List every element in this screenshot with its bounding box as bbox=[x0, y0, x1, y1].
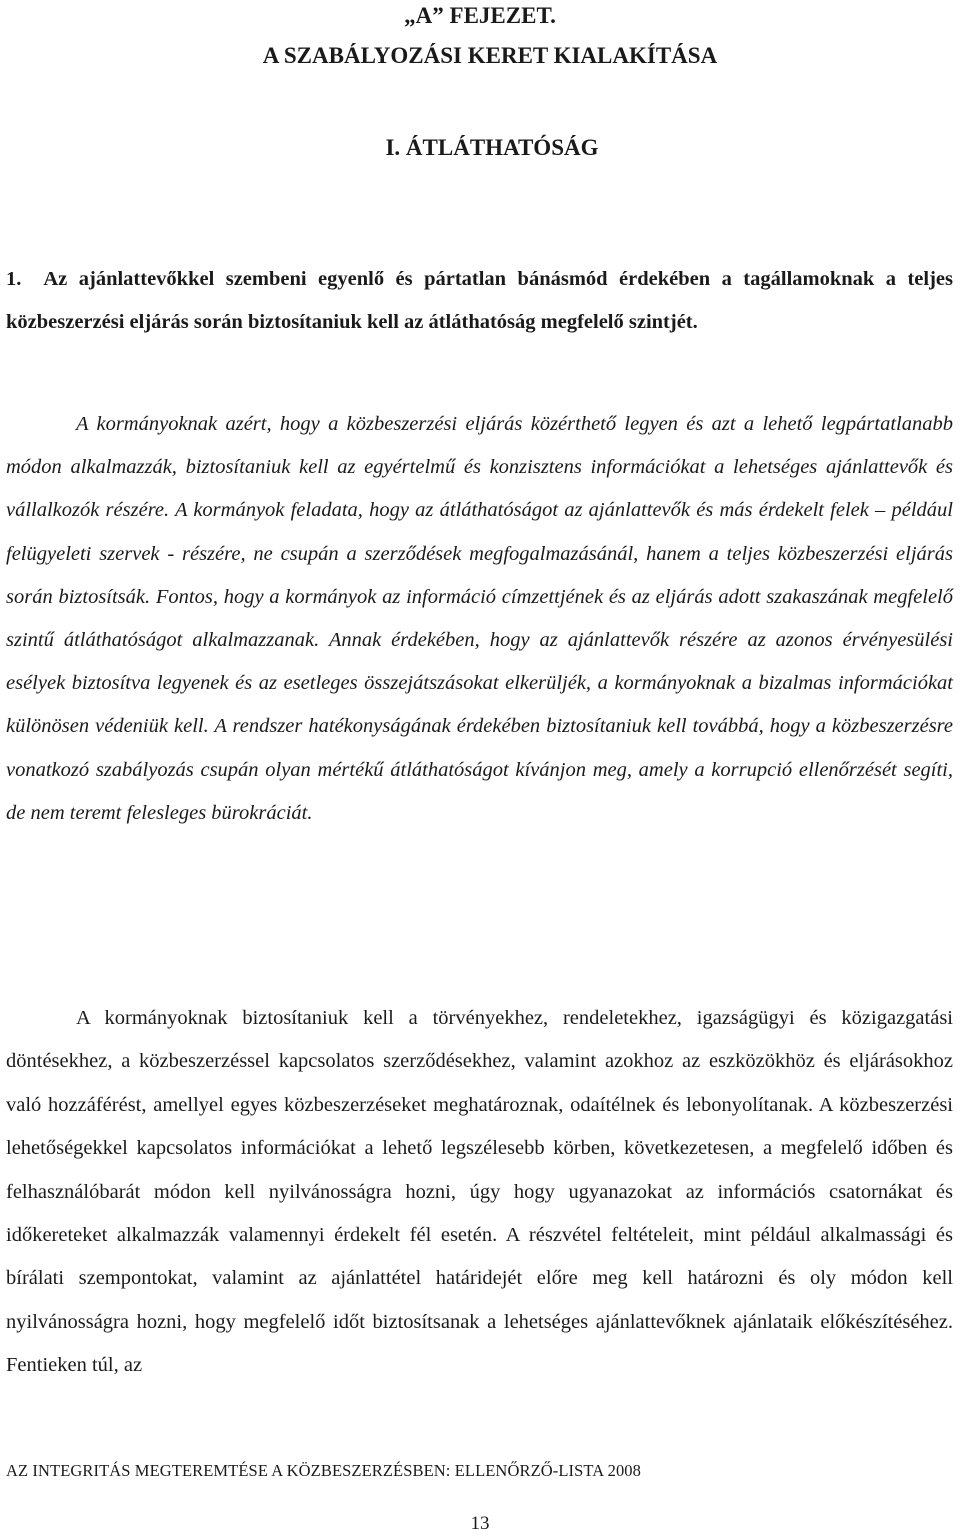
page-number: 13 bbox=[470, 1513, 490, 1534]
italic-commentary-paragraph bbox=[6, 403, 953, 835]
body-paragraph bbox=[6, 997, 953, 1388]
running-footer-title: AZ INTEGRITÁS MEGTEREMTÉSE A KÖZBESZERZÉSBEN: ELLENŐRZŐ-LISTA 2008 bbox=[6, 1461, 641, 1480]
point-1-text: Az ajánlattevőkkel szembeni egyenlő és pártatlan bánásmód érdekében a tagállamoknak a teljes közbeszerzési eljárás során biztosítaniuk kell az átláthatóság megfelelő szintjét. bbox=[6, 268, 953, 333]
body-paragraph-text: A kormányoknak biztosítaniuk kell a törvényekhez, rendeletekhez, igazságügyi és közigazgatási döntésekhez, a közbeszerzéssel kapcsolatos szerződésekhez, valamint azokhoz az eszközökhöz és eljárásokhoz való hozzáférést, amellyel egyes közbeszerzéseket meghatároznak, odaítélnek és lebonyolítanak. A közbeszerzési lehetőségekkel kapcsolatos információkat a lehető legszélesebb körben, következetesen, a megfelelő időben és felhasználóbarát módon kell nyilvánosságra hozni, úgy hogy ugyanazokat az információs csatornákat és időkereteket alkalmazzák valamennyi érdekelt fél esetén. A részvétel feltételeit, mint például alkalmassági és bírálati szempontokat, valamint az ajánlattétel határidejét előre meg kell határozni és oly módon kell nyilvánosságra hozni, hogy megfelelő időt biztosítsanak a lehetséges ajánlattevőknek ajánlataik előkészítéséhez. Fentieken túl, az bbox=[6, 1007, 953, 1377]
chapter-heading: „A” FEJEZET. bbox=[404, 3, 556, 28]
point-1-paragraph bbox=[6, 258, 953, 344]
chapter-title: A SZABÁLYOZÁSI KERET KIALAKÍTÁSA bbox=[262, 43, 718, 68]
italic-commentary-text: A kormányoknak azért, hogy a közbeszerzési eljárás közérthető legyen és azt a lehető legpártatlanabb módon alkalmazzák, biztosítaniuk kell az egyértelmű és konzisztens információkat a lehetséges ajánlattevők és vállalkozók részére. A kormányok feladata, hogy az átláthatóságot az ajánlattevők és más érdekelt felek – például felügyeleti szervek - részére, ne csupán a szerződések megfogalmazásánál, hanem a teljes közbeszerzési eljárás során biztosítsák. Fontos, hogy a kormányok az információ címzettjének és az eljárás adott szakaszának megfelelő szintű átláthatóságot alkalmazzanak. Annak érdekében, hogy az ajánlattevők részére az azonos érvényesülési esélyek biztosítva legyenek és az esetleges összejátszásokat elkerüljék, a kormányoknak a bizalmas információkat különösen védeniük kell. A rendszer hatékonyságának érdekében biztosítaniuk kell továbbá, hogy a közbeszerzésre vonatkozó szabályozás csupán olyan mértékű átláthatóságot kívánjon meg, amely a korrupció ellenőrzését segíti, de nem teremt felesleges bürokráciát. bbox=[6, 413, 953, 824]
point-number: 1. bbox=[6, 268, 22, 290]
section-heading: I. ÁTLÁTHATÓSÁG bbox=[385, 135, 599, 160]
